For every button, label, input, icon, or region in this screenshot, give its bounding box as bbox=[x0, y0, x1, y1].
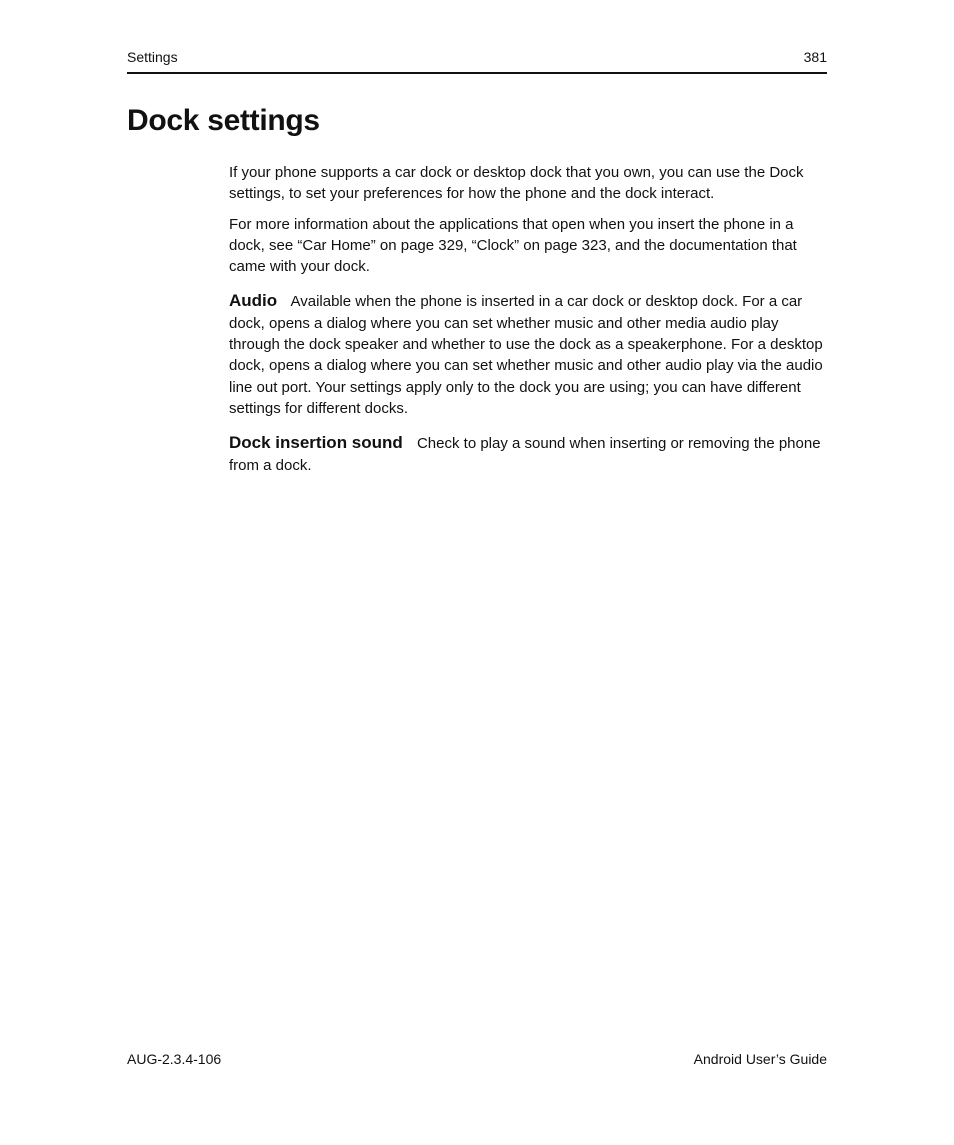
running-header bbox=[127, 48, 827, 74]
footer-guide-name: Android User’s Guide bbox=[693, 1051, 827, 1067]
setting-term-audio: Audio bbox=[229, 291, 278, 311]
setting-entry-dock-insertion-sound bbox=[229, 432, 827, 476]
more-info-paragraph: For more information about the applications that open when you insert the phone in a dock, see “Car Home” on page 329, “Clock” on page 323, and the documentation that came with your dock. bbox=[229, 215, 797, 276]
intro-paragraph: If your phone supports a car dock or desktop dock that you own, you can use the Dock settings, to set your preferences for how the phone and the dock interact. bbox=[229, 164, 804, 203]
page-title: Dock settings bbox=[127, 104, 320, 137]
setting-term-dock-insertion-sound: Dock insertion sound bbox=[229, 433, 403, 453]
header-section-name: Settings bbox=[127, 49, 178, 65]
footer-doc-id: AUG-2.3.4-106 bbox=[127, 1051, 222, 1067]
header-page-number: 381 bbox=[803, 49, 827, 65]
setting-description-dock-insertion-sound: Check to play a sound when inserting or removing the phone from a dock. bbox=[229, 435, 821, 474]
setting-description-audio: Available when the phone is inserted in a car dock or desktop dock. For a car dock, opens a dialog where you can set whether music and other media audio play through the dock speaker and whether to use the dock as a speakerphone. For a desktop dock, opens a dialog where you can set whether music and other audio play via the audio line out port. Your settings apply only to the dock you are using; you can have different settings for different docks. bbox=[229, 293, 823, 417]
body-text bbox=[229, 162, 827, 489]
setting-entry-audio bbox=[229, 290, 827, 419]
